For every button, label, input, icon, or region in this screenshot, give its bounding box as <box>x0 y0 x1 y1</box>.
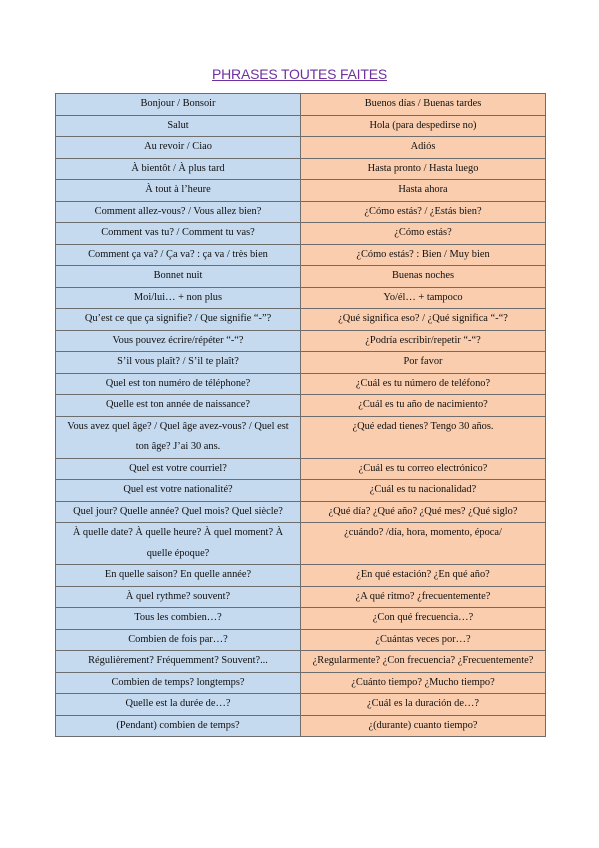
spanish-cell: Por favor <box>301 352 546 374</box>
table-row <box>56 223 546 245</box>
french-cell: Vous avez quel âge? / Quel âge avez-vous? / Quel est ton âge? J’ai 30 ans. <box>56 416 301 458</box>
table-row <box>56 330 546 352</box>
spanish-cell: ¿Cuál es tu año de nacimiento? <box>301 395 546 417</box>
table-row <box>56 287 546 309</box>
french-cell: Comment allez-vous? / Vous allez bien? <box>56 201 301 223</box>
table-row <box>56 629 546 651</box>
table-row <box>56 458 546 480</box>
table-row <box>56 201 546 223</box>
table-row <box>56 94 546 116</box>
spanish-cell: ¿En qué estación? ¿En qué año? <box>301 565 546 587</box>
table-row <box>56 608 546 630</box>
table-row <box>56 501 546 523</box>
table-row <box>56 137 546 159</box>
table-row <box>56 395 546 417</box>
spanish-cell: ¿Qué edad tienes? Tengo 30 años. <box>301 416 546 458</box>
page-title: PHRASES TOUTES FAITES <box>212 66 387 82</box>
french-cell: À tout à l’heure <box>56 180 301 202</box>
spanish-cell: ¿Cuál es la duración de…? <box>301 694 546 716</box>
spanish-cell: ¿Qué día? ¿Qué año? ¿Qué mes? ¿Qué siglo? <box>301 501 546 523</box>
table-row <box>56 480 546 502</box>
french-cell: Quel est votre courriel? <box>56 458 301 480</box>
table-row <box>56 416 546 458</box>
french-cell: Quelle est ton année de naissance? <box>56 395 301 417</box>
spanish-cell: ¿Qué significa eso? / ¿Qué significa “-“? <box>301 309 546 331</box>
french-cell: Moi/lui… + non plus <box>56 287 301 309</box>
table-row <box>56 523 546 565</box>
phrases-table <box>55 93 546 737</box>
french-cell: Salut <box>56 115 301 137</box>
french-cell: En quelle saison? En quelle année? <box>56 565 301 587</box>
spanish-cell: ¿Cuál es tu correo electrónico? <box>301 458 546 480</box>
french-cell: Comment ça va? / Ça va? : ça va / très bien <box>56 244 301 266</box>
french-cell: Combien de fois par…? <box>56 629 301 651</box>
spanish-cell: ¿Cómo estás? : Bien / Muy bien <box>301 244 546 266</box>
spanish-cell: ¿A qué ritmo? ¿frecuentemente? <box>301 586 546 608</box>
table-row <box>56 694 546 716</box>
phrases-table-body <box>56 94 546 737</box>
french-cell: À quel rythme? souvent? <box>56 586 301 608</box>
spanish-cell: ¿cuándo? /día, hora, momento, época/ <box>301 523 546 565</box>
spanish-cell: Buenas noches <box>301 266 546 288</box>
table-row <box>56 373 546 395</box>
french-cell: Régulièrement? Fréquemment? Souvent?... <box>56 651 301 673</box>
table-row <box>56 565 546 587</box>
spanish-cell: Yo/él… + tampoco <box>301 287 546 309</box>
table-row <box>56 266 546 288</box>
table-row <box>56 352 546 374</box>
spanish-cell: ¿Cuánto tiempo? ¿Mucho tiempo? <box>301 672 546 694</box>
table-row <box>56 180 546 202</box>
french-cell: Comment vas tu? / Comment tu vas? <box>56 223 301 245</box>
spanish-cell: Hola (para despedirse no) <box>301 115 546 137</box>
french-cell: Quel est votre nationalité? <box>56 480 301 502</box>
spanish-cell: ¿Cuál es tu número de teléfono? <box>301 373 546 395</box>
spanish-cell: ¿Cuántas veces por…? <box>301 629 546 651</box>
table-row <box>56 309 546 331</box>
french-cell: À bientôt / À plus tard <box>56 158 301 180</box>
french-cell: Qu’est ce que ça signifie? / Que signifie “-”? <box>56 309 301 331</box>
spanish-cell: Buenos días / Buenas tardes <box>301 94 546 116</box>
spanish-cell: ¿Cómo estás? / ¿Estás bien? <box>301 201 546 223</box>
french-cell: (Pendant) combien de temps? <box>56 715 301 737</box>
french-cell: Bonnet nuit <box>56 266 301 288</box>
table-row <box>56 715 546 737</box>
spanish-cell: ¿Podría escribir/repetir “-“? <box>301 330 546 352</box>
french-cell: Quel jour? Quelle année? Quel mois? Quel siècle? <box>56 501 301 523</box>
spanish-cell: ¿(durante) cuanto tiempo? <box>301 715 546 737</box>
french-cell: Vous pouvez écrire/répéter “-“? <box>56 330 301 352</box>
french-cell: S’il vous plaît? / S’il te plaît? <box>56 352 301 374</box>
table-row <box>56 115 546 137</box>
french-cell: Au revoir / Ciao <box>56 137 301 159</box>
french-cell: Bonjour / Bonsoir <box>56 94 301 116</box>
table-row <box>56 651 546 673</box>
spanish-cell: Adiós <box>301 137 546 159</box>
french-cell: Tous les combien…? <box>56 608 301 630</box>
table-row <box>56 244 546 266</box>
french-cell: Quelle est la durée de…? <box>56 694 301 716</box>
table-row <box>56 672 546 694</box>
french-cell: Combien de temps? longtemps? <box>56 672 301 694</box>
spanish-cell: ¿Con qué frecuencia…? <box>301 608 546 630</box>
french-cell: Quel est ton numéro de téléphone? <box>56 373 301 395</box>
spanish-cell: Hasta ahora <box>301 180 546 202</box>
spanish-cell: ¿Regularmente? ¿Con frecuencia? ¿Frecuentemente? <box>301 651 546 673</box>
table-row <box>56 586 546 608</box>
table-row <box>56 158 546 180</box>
spanish-cell: Hasta pronto / Hasta luego <box>301 158 546 180</box>
spanish-cell: ¿Cómo estás? <box>301 223 546 245</box>
french-cell: À quelle date? À quelle heure? À quel moment? À quelle époque? <box>56 523 301 565</box>
spanish-cell: ¿Cuál es tu nacionalidad? <box>301 480 546 502</box>
